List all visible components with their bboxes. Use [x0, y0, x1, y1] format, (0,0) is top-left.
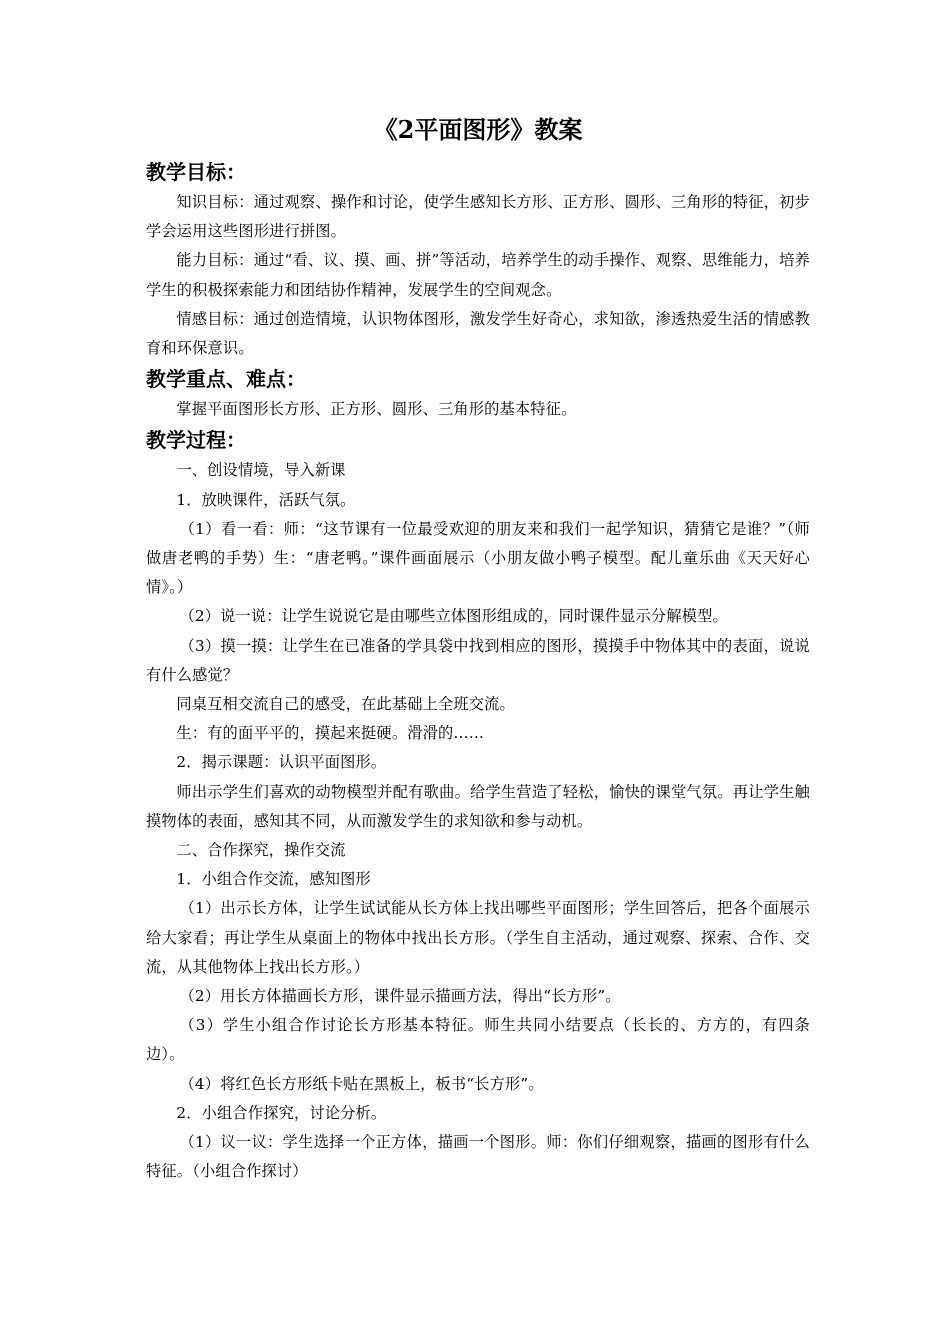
- paragraph-process-step: （2）用长方体描画长方形，课件显示描画方法，得出“长方形”。: [179, 987, 621, 1006]
- paragraph-process-step: 师出示学生们喜欢的动物模型并配有歌曲。给学生营造了轻松，愉快的课堂气氛。再让学生触摸物体的表面，感知其不同，从而激发学生的求知欲和参与动机。: [146, 782, 810, 830]
- paragraph-process-step: （3）摸一摸：让学生在已准备的学具袋中找到相应的图形，摸摸手中物体其中的表面，说说有什么感觉？: [146, 636, 810, 684]
- paragraph-process-step: （1）议一议：学生选择一个正方体，描画一个图形。师：你们仔细观察，描画的图形有什么特征。（小组合作探讨）: [146, 1133, 810, 1181]
- paragraph-key-points: 掌握平面图形长方形、正方形、圆形、三角形的基本特征。: [176, 400, 577, 419]
- paragraph-process-step: （3）学生小组合作讨论长方形基本特征。师生共同小结要点（长长的、方方的，有四条边）。: [146, 1016, 810, 1064]
- paragraph-knowledge-objective: 知识目标：通过观察、操作和讨论，使学生感知长方形、正方形、圆形、三角形的特征，初步学会运用这些图形进行拼图。: [146, 193, 810, 241]
- paragraph-emotion-objective: 情感目标：通过创造情境，认识物体图形，激发学生好奇心，求知欲，渗透热爱生活的情感教育和环保意识。: [146, 309, 810, 358]
- paragraph-process-step: 1．放映课件，活跃气氛。: [176, 490, 356, 509]
- paragraph-process-step: （1）出示长方体，让学生试试能从长方体上找出哪些平面图形；学生回答后，把各个面展示给大家看；再让学生从桌面上的物体中找出长方形。（学生自主活动，通过观察、探索、合作、交流，从其他物体上找出长方形。）: [146, 899, 810, 976]
- paragraph-process-step: 生：有的面平平的，摸起来挺硬。滑滑的……: [176, 724, 485, 743]
- paragraph-ability-objective: 能力目标：通过“看、议、摸、画、拼”等活动，培养学生的动手操作、观察、思维能力，培养学生的积极探索能力和团结协作精神，发展学生的空间观念。: [146, 251, 810, 299]
- paragraph-process-step: 2．揭示课题：认识平面图形。: [176, 753, 387, 772]
- section-heading-key-points: 教学重点、难点：: [146, 367, 306, 392]
- document-title: 《2平面图形》教案: [373, 115, 583, 144]
- paragraph-process-step: 1．小组合作交流，感知图形: [176, 870, 371, 889]
- paragraph-process-step: 2．小组合作探究，讨论分析。: [176, 1103, 387, 1122]
- paragraph-process-step: （1）看一看：师：“这节课有一位最受欢迎的朋友来和我们一起学知识，猜猜它是谁？”（师做唐老鸭的手势）生：“唐老鸭。”课件画面展示（小朋友做小鸭子模型。配儿童乐曲《天天好心情》。）: [146, 519, 810, 597]
- paragraph-process-step: （2）说一说：让学生说说它是由哪些立体图形组成的，同时课件显示分解模型。: [179, 607, 728, 626]
- section-heading-objectives: 教学目标：: [146, 160, 246, 184]
- section-heading-process: 教学过程：: [146, 428, 246, 453]
- paragraph-process-step: 二、合作探究，操作交流: [176, 841, 346, 860]
- paragraph-process-step: 一、创设情境，导入新课: [176, 461, 346, 480]
- paragraph-process-step: （4）将红色长方形纸卡贴在黑板上，板书“长方形”。: [179, 1074, 544, 1093]
- document-page: [146, 112, 810, 1187]
- paragraph-process-step: 同桌互相交流自己的感受，在此基础上全班交流。: [176, 695, 515, 714]
